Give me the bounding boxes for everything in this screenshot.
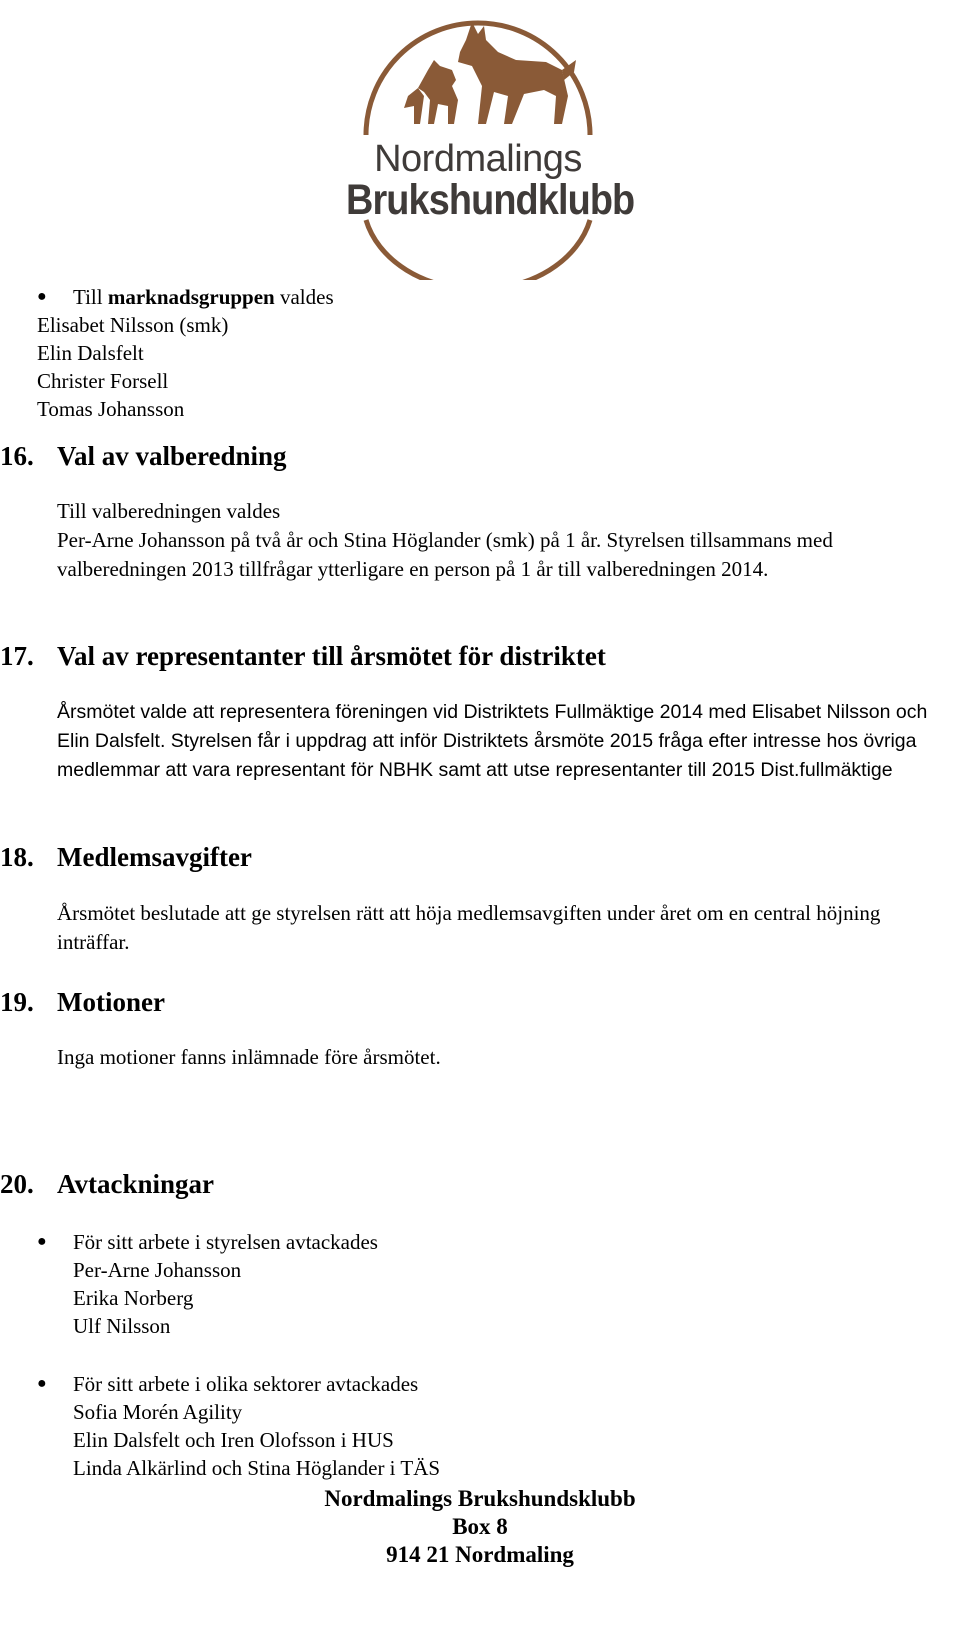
list-item: Elin Dalsfelt — [37, 341, 144, 365]
section-18-heading: 18. Medlemsavgifter — [0, 842, 252, 872]
footer-postal: 914 21 Nordmaling — [386, 1542, 574, 1567]
logo-bottom-arc-icon — [348, 200, 608, 280]
section-16-heading: 16. Val av valberedning — [0, 441, 287, 471]
section-19-heading: 19. Motioner — [0, 987, 165, 1017]
logo-line-2: Brukshundklubb — [346, 176, 635, 224]
section-17-heading: 17. Val av representanter till årsmötet för distriktet — [0, 641, 606, 671]
logo-dogs-emblem-icon — [348, 0, 608, 140]
list-item: Linda Alkärlind och Stina Höglander i TÄS — [73, 1456, 441, 1480]
list-item: Elin Dalsfelt och Iren Olofsson i HUS — [73, 1428, 394, 1452]
list-item: Per-Arne Johansson — [73, 1258, 242, 1282]
avtack-styrelsen-intro: För sitt arbete i styrelsen avtackades — [73, 1230, 378, 1254]
footer-box: Box 8 — [452, 1514, 508, 1539]
list-item: Tomas Johansson — [37, 397, 185, 421]
marknad-intro: Till marknadsgruppen valdes — [73, 285, 334, 309]
section-17-body: Årsmötet valde att representera föreningen vid Distriktets Fullmäktige 2014 med Elisabet Nilsson och Elin Dalsfelt. Styrelsen får i uppdrag att inför Distriktets årsmöte 2015 fråga efter intresse hos övriga medlemmar att vara representant för NBHK samt att utse representanter till 2015 Dist.fullmäktige — [57, 701, 928, 781]
avtack-sektorer-intro: För sitt arbete i olika sektorer avtackades — [73, 1372, 419, 1396]
logo-line-1: Nordmalings — [374, 138, 582, 180]
list-item: Elisabet Nilsson (smk) — [37, 313, 229, 337]
bullet-icon: ● — [37, 288, 47, 305]
list-item: Sofia Morén Agility — [73, 1400, 243, 1424]
list-item: Christer Forsell — [37, 369, 169, 393]
list-item: Erika Norberg — [73, 1286, 194, 1310]
list-item: Ulf Nilsson — [73, 1314, 171, 1338]
bullet-icon: ● — [37, 1375, 47, 1392]
club-logo — [328, 0, 635, 285]
section-18-body: Årsmötet beslutade att ge styrelsen rätt att höja medlemsavgiften under året om en central höjning inträffar. — [57, 901, 881, 954]
section-19-body: Inga motioner fanns inlämnade före årsmötet. — [57, 1045, 441, 1069]
bullet-icon: ● — [37, 1233, 47, 1250]
section-16-body: Till valberedningen valdes Per-Arne Johansson på två år och Stina Höglander (smk) på 1 år. Styrelsen tillsammans med valberedningen 2013 tillfrågar ytterligare en person på 1 år till valberedningen 2014. — [57, 499, 833, 581]
footer-org-name: Nordmalings Brukshundsklubb — [324, 1486, 636, 1511]
section-20-heading: 20. Avtackningar — [0, 1169, 215, 1199]
